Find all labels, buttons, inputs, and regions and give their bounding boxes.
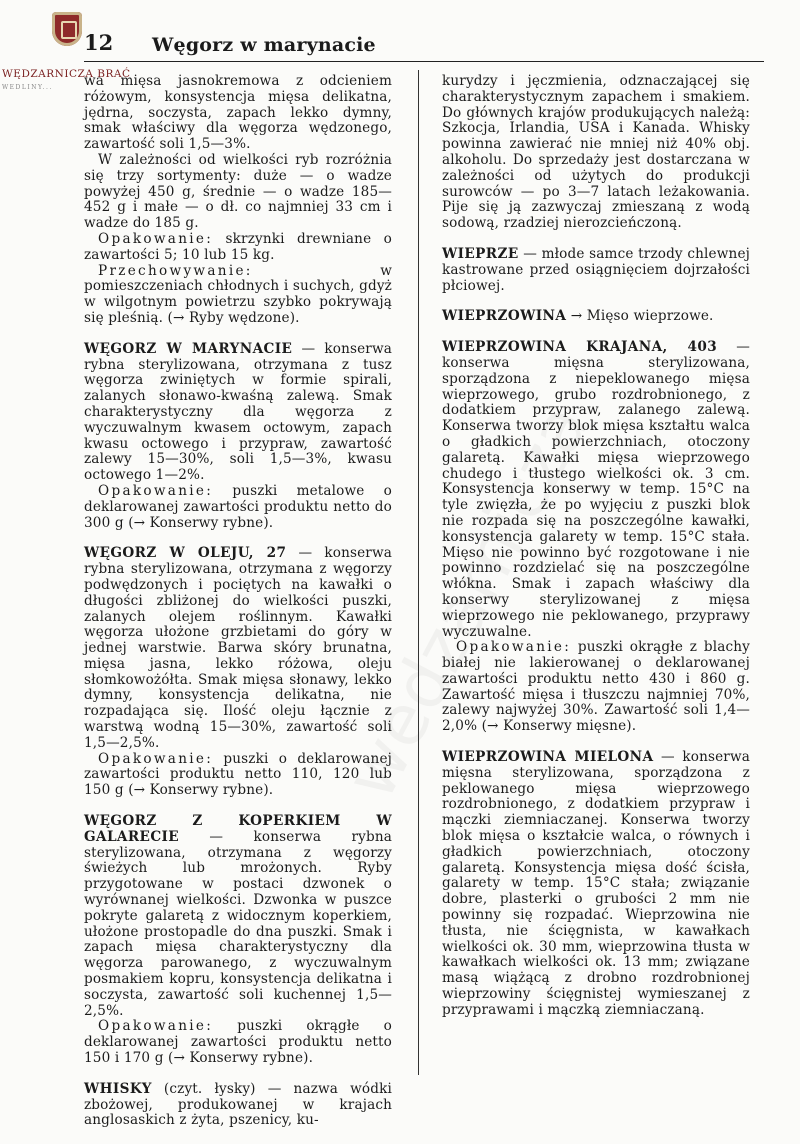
entry-headword: WĘGORZ W OLEJU, 27 bbox=[84, 545, 287, 562]
entry-headword: WHISKY bbox=[84, 1080, 152, 1097]
entry-wegorz-w-oleju bbox=[84, 546, 392, 799]
section-text: puszki o deklarowanej zawartości produktu netto 110, 120 lub 150 g (→ Konserwy rybne). bbox=[84, 750, 392, 799]
section-label: Opakowanie: bbox=[98, 230, 214, 247]
section-text: w pomieszczeniach chłodnych i suchych, gdyż w wilgotnym powietrzu szybko pokrywają się pleśnią. (→ Ryby wędzone). bbox=[84, 262, 392, 326]
entry-headword: WIEPRZOWINA bbox=[442, 308, 567, 325]
entry-body bbox=[442, 750, 750, 1019]
section-text: puszki metalowe o deklarowanej zawartości produktu netto do 300 g (→ Konserwy rybne). bbox=[84, 482, 392, 531]
entry-wegorz-wedzony-continued bbox=[84, 74, 392, 327]
entry-body bbox=[84, 1082, 392, 1129]
left-column bbox=[84, 74, 392, 1144]
entry-text: — konserwa mięsna sterylizowana, sporządzona z niepeklowanego mięsa wieprzowego, grubo rozdrobnionego, z dodatkiem przypraw, zalanego zalewą. Konserwa tworzy blok mięsa kształtu walca o gładkich powierzchniach, otoczony galaretą. Kawałki mięsa wieprzowego chudego i tłustego wielkości ok. 3 cm. Konsystencja konserwy w temp. 15°C na tyle zwięzła, że po wyjęciu z puszki blok nie rozpada się na poszczególne kawałki, konsystencja galarety w temp. 15°C stała. Mięso nie powinno być rozgotowane i nie powinno rozdzielać się na poszczególne włókna. Smak i zapach właściwy dla konserwy sterylizowanej z mięsa wieprzowego nie peklowanego, przyprawy wyczuwalne. bbox=[442, 339, 751, 640]
entry-text: W zależności od wielkości ryb rozróżnia się trzy sortymenty: duże — o wadze powyżej 450 g, średnie — o wadze 185—452 g i małe — o dł. co najmniej 33 cm i wadze do 185 g. bbox=[84, 151, 392, 232]
entry-wieprzowina-krajana bbox=[442, 340, 750, 735]
entry-text: — konserwa rybna sterylizowana, otrzymana z węgorzy podwędzonych i pociętych na kawałki o długości zbliżonej do wielkości puszki, zalanych olejem roślinnym. Kawałki węgorza ułożone grzbietami do góry w jednej warstwie. Barwa skóry brunatna, mięsa jasna, lekko różowa, oleju słomkowożółta. Smak mięsa słonawy, lekko dymny, konsystencja delikatna, nie rozpadająca się. Ilość oleju łącznie z warstwą wodną 15—30%, zawartość soli 1,5—2,5%. bbox=[84, 545, 392, 751]
section-text: puszki okrągłe o deklarowanej zawartości produktu netto 150 i 170 g (→ Konserwy rybne). bbox=[84, 1018, 392, 1067]
brand-name: WĘDZARNICZA BRAĆ bbox=[2, 68, 131, 80]
entry-packaging bbox=[84, 484, 392, 531]
section-text: skrzynki drewniane o zawartości 5; 10 lub 15 kg. bbox=[84, 230, 392, 263]
entry-headword: WIEPRZOWINA KRAJANA, 403 bbox=[442, 339, 718, 356]
entry-body bbox=[84, 546, 392, 751]
entry-text: wa mięsa jasnokremowa z odcieniem różowym, konsystencja mięsa delikatna, jędrna, soczysta, zapach lekko dymny, smak właściwy dla węgorza wędzonego, zawartość soli 1,5—3%. bbox=[84, 73, 392, 153]
entry-text: → Mięso wieprzowe. bbox=[566, 308, 714, 325]
section-label: Przechowywanie: bbox=[98, 262, 253, 279]
entry-wieprzowina-mielona bbox=[442, 750, 750, 1019]
section-label: Opakowanie: bbox=[98, 750, 214, 767]
entry-headword: WIEPRZOWINA MIELONA bbox=[442, 749, 654, 766]
entry-body bbox=[84, 814, 392, 1019]
entry-text: (czyt. łysky) — nazwa wódki zbożowej, produkowanej w krajach anglosaskich z żyta, pszenicy, ku- bbox=[84, 1080, 392, 1129]
section-text: puszki okrągłe z blachy białej nie lakierowanej o deklarowanej zawartości produktu netto 430 i 860 g. Zawartość mięsa i tłuszczu najmniej 70%, zalewy najwyżej 30%. Zawartość soli 1,4—2,0% (→ Konserwy mięsne). bbox=[442, 639, 750, 735]
entry-whisky bbox=[84, 1082, 392, 1129]
entry-text: — młode samce trzody chlewnej kastrowane przed osiągnięciem dojrzałości płciowej. bbox=[442, 245, 750, 294]
entry-wegorz-z-koperkiem bbox=[84, 814, 392, 1067]
entry-wieprzowina bbox=[442, 309, 750, 325]
entry-body bbox=[442, 247, 750, 294]
entry-text: — konserwa rybna sterylizowana, otrzymana z węgorzy świeżych lub mrożonych. Ryby przygotowane w postaci dzwonek o wyrównanej wielkości. Dzwonka w puszce pokryte galaretą z widocznym koperkiem, ułożone prostopadle do dna puszki. Smak i zapach mięsa charakterystyczny dla węgorza parowanego, z wyczuwalnym posmakiem kopru, konsystencja delikatna i soczysta, zawartość soli kuchennej 1,5—2,5%. bbox=[84, 828, 392, 1019]
page-header bbox=[0, 0, 800, 91]
entry-text: kurydzy i jęczmienia, odznaczającej się charakterystycznym zapachem i smakiem. Do głównych krajów produkujących należą: Szkocja, Irlandia, USA i Kanada. Whisky powinna zawierać nie mniej niż 40% obj. alkoholu. Do sprzedaży jest dostarczana w zależności od użytych do produkcji surowców — po 3—7 latach leżakowania. Pije się ją zazwyczaj zmieszaną z wodą sodową, rzadziej nierozcieńczoną. bbox=[442, 73, 750, 232]
entry-headword: WIEPRZE bbox=[442, 245, 519, 262]
entry-text: — konserwa mięsna sterylizowana, sporządzona z peklowanego mięsa wieprzowego rozdrobnionego, z dodatkiem przypraw i mączki ziemniaczanej. Konserwa tworzy blok mięsa o kształcie walca, o równych i gładkich powierzchniach, otoczony galaretą. Konsystencja mięsa dość ścisła, galarety w temp. 15°C stała; związanie dobre, plasterki o grubości 2 mm nie powinny się rozpadać. Wieprzowina nie tłusta, nie ścięgnista, w kawałkach wielkości ok. 30 mm, wieprzowina tłusta w kawałkach wielkości ok. 13 mm; związane masą wiążącą z drobno rozdrobnionej wieprzowiny ścięgnistej wymieszanej z przyprawami i mączką ziemniaczaną. bbox=[442, 749, 750, 1018]
entry-body bbox=[442, 309, 750, 325]
column-divider bbox=[418, 70, 419, 1075]
section-label: Opakowanie: bbox=[98, 482, 214, 499]
entry-text: — konserwa rybna sterylizowana, otrzymana z tusz węgorza zwiniętych w formie spirali, zalanych słonawo-kwaśną zalewą. Smak charakterystyczny dla węgorza z wyczuwalnym kwasem octowym, zapach kwasu octowego i przypraw, zawartość zalewy 15—30%, soli 1,5—3%, kwasu octowego 1—2%. bbox=[84, 340, 392, 484]
entry-packaging bbox=[84, 1019, 392, 1066]
entry-whisky-continued bbox=[442, 74, 750, 232]
entry-packaging bbox=[442, 640, 750, 735]
brand-subtitle: WEDLINY... bbox=[2, 84, 53, 91]
page-title: Węgorz w marynacie bbox=[152, 34, 376, 56]
entry-packaging bbox=[84, 232, 392, 264]
entry-packaging bbox=[84, 752, 392, 799]
entry-wieprze bbox=[442, 247, 750, 294]
entry-storage bbox=[84, 264, 392, 327]
entry-wegorz-w-marynacie bbox=[84, 342, 392, 532]
section-label: Opakowanie: bbox=[98, 1018, 214, 1035]
right-column bbox=[442, 74, 750, 1034]
brand-crest-icon bbox=[52, 12, 82, 46]
header-rule bbox=[84, 61, 764, 62]
page-number: 12 bbox=[84, 30, 114, 55]
entry-body bbox=[442, 340, 750, 640]
entry-headword: WĘGORZ Z KOPERKIEM W GALARECIE bbox=[84, 813, 392, 845]
entry-body bbox=[84, 342, 392, 484]
section-label: Opakowanie: bbox=[456, 639, 572, 656]
entry-headword: WĘGORZ W MARYNACIE bbox=[84, 340, 293, 357]
